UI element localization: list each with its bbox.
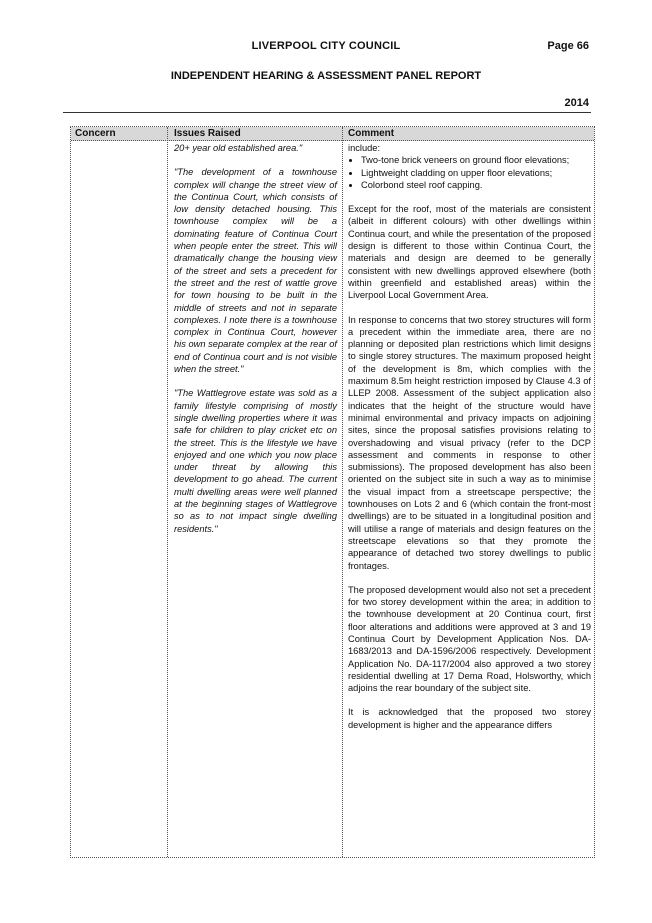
column-divider xyxy=(167,127,168,857)
issues-raised-cell xyxy=(170,141,340,857)
comment-intro: include: xyxy=(348,143,381,153)
column-header-issues: Issues Raised xyxy=(174,128,241,139)
comment-paragraph: Except for the roof, most of the materials are consistent (albeit in different colours) with other dwellings within Continua court, and while the presentation of the proposed design is different to those within Continua Court, the materials and design are deemed to be generally consistent with new dwellings approved elsewhere (both within greenfield and established areas) within the Liverpool Local Government Area. xyxy=(348,204,591,301)
header-divider xyxy=(63,112,591,113)
column-divider xyxy=(342,127,343,857)
column-header-concern: Concern xyxy=(75,128,116,139)
issue-paragraph: 20+ year old established area." xyxy=(174,143,303,153)
report-title: INDEPENDENT HEARING & ASSESSMENT PANEL REPORT xyxy=(170,70,482,82)
list-item: • Lightweight cladding on upper floor elevations; xyxy=(361,167,591,179)
report-year: 2014 xyxy=(564,97,589,109)
issue-paragraph: "The Wattlegrove estate was sold as a family lifestyle comprising of mostly single dwelling properties where it was safe for children to play cricket etc on the street. This is the lifestyle we have enjoyed and one which you now place under threat by allowing this development to go ahead. The current multi dwelling areas were well planned at the beginning stages of Wattlegrove so as to not impact single dwelling residents." xyxy=(174,388,337,534)
list-item: • Colorbond steel roof capping. xyxy=(361,179,591,191)
issue-paragraph: "The development of a townhouse complex will change the street view of the Continua Court, which consists of low density detached housing. This townhouse complex will be a dominating feature of Continua Court when people enter the street. This will dramatically change the housing view of the street and sets a precedent for the street and the rest of wattle grove for town housing to be built in the middle of streets and not in separate complexes. I note there is a townhouse complex in Continua Court, however his own separate complex at the rear of end of Continua court and is not visible when the street." xyxy=(174,167,337,375)
column-header-comment: Comment xyxy=(348,128,395,139)
list-item: • Two-tone brick veneers on ground floor elevations; xyxy=(361,154,591,166)
materials-list xyxy=(348,154,591,191)
submissions-table xyxy=(70,126,595,858)
comment-paragraph: In response to concerns that two storey structures will form a precedent within the immediate area, there are no planning or deposited plan restrictions which limit designs to single storey structures. The maximum proposed height of the development is 8m, which complies with the maximum 8.5m height restriction imposed by Clause 4.3 of LLEP 2008. Assessment of the subject application also indicates that the height of the structure would have minimal environmental and privacy impacts on adjoining sites, since the proposal satisfies provisions relating to overshadowing and visual privacy (refer to the DCP assessment and comments in response to other submissions). The proposed development has also been oriented on the subject site in such a way as to minimise the visual impact from a streetscape perspective; the townhouses on Lots 2 and 6 (which contain the front-most dwellings) are to be situated in a longitudinal position and will utilise a range of materials and design features on the streetscape elevations so that they promote the appearance of detached two storey dwellings to public frontages. xyxy=(348,314,591,571)
page-number: Page 66 xyxy=(547,40,589,52)
comment-cell xyxy=(344,141,594,857)
council-name: LIVERPOOL CITY COUNCIL xyxy=(251,40,401,52)
comment-paragraph: The proposed development would also not set a precedent for two storey development within the area; in addition to the townhouse development at 20 Continua court, first floor alterations and additions were approved at 3 and 19 Continua Court by Development Application Nos. DA-1683/2013 and DA-1596/2006 respectively. Development Application No. DA-117/2004 also approved a two storey residential dwelling at 17 Dema Road, Holsworthy, which adjoins the rear boundary of the subject site. xyxy=(348,584,591,694)
comment-paragraph: It is acknowledged that the proposed two storey development is higher and the appearance differs xyxy=(348,707,591,730)
table-header xyxy=(71,127,594,141)
